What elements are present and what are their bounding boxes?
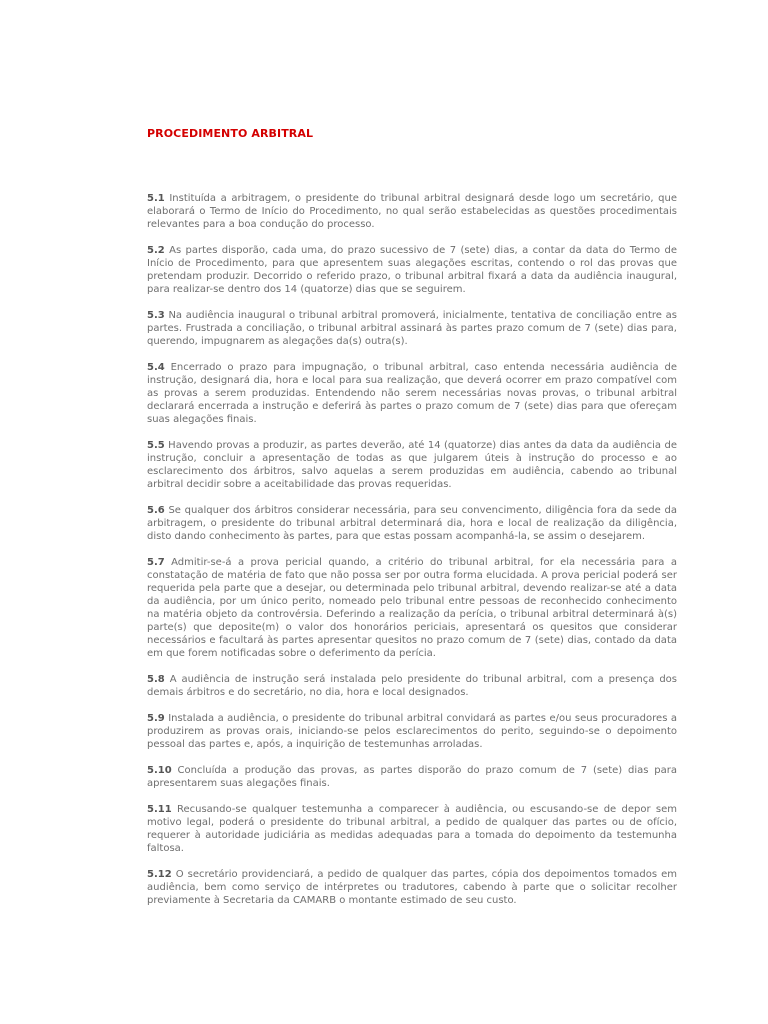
clause-number: 5.8	[147, 674, 165, 685]
clause-number: 5.7	[147, 557, 165, 568]
clause-text: O secretário providenciará, a pedido de qualquer das partes, cópia dos depoimentos tomados em audiência, bem como serviço de intérpretes ou tradutores, cabendo à parte que o solicitar recolher previamente à Secretaria da CAMARB o montante estimado de seu custo.	[147, 869, 677, 906]
clause-5-10	[147, 764, 677, 790]
clause-number: 5.5	[147, 440, 165, 451]
clause-text: Recusando-se qualquer testemunha a comparecer à audiência, ou escusando-se de depor sem motivo legal, poderá o presidente do tribunal arbitral, a pedido de qualquer das partes ou de ofício, requerer à autoridade judiciária as medidas adequadas para a tomada do depoimento da testemunha faltosa.	[147, 804, 677, 854]
clause-number: 5.12	[147, 869, 172, 880]
clause-5-12	[147, 868, 677, 907]
clause-text: Instituída a arbitragem, o presidente do tribunal arbitral designará desde logo um secretário, que elaborará o Termo de Início do Procedimento, no qual serão estabelecidas as questões procedimentais relevantes para a boa condução do processo.	[147, 193, 677, 230]
clause-text: Instalada a audiência, o presidente do tribunal arbitral convidará as partes e/ou seus procuradores a produzirem as provas orais, iniciando-se pelos esclarecimentos do perito, seguindo-se o depoimento pessoal das partes e, após, a inquirição de testemunhas arroladas.	[147, 713, 677, 750]
clause-5-4	[147, 361, 677, 426]
clause-list	[147, 192, 677, 920]
clause-5-2	[147, 244, 677, 296]
clause-text: Se qualquer dos árbitros considerar necessária, para seu convencimento, diligência fora da sede da arbitragem, o presidente do tribunal arbitral determinará dia, hora e local de realização da diligência, disto dando conhecimento às partes, para que estas possam acompanhá-la, se assim o desejarem.	[147, 505, 677, 542]
document-title: PROCEDIMENTO ARBITRAL	[147, 127, 314, 140]
clause-number: 5.6	[147, 505, 165, 516]
clause-number: 5.4	[147, 362, 165, 373]
clause-text: Encerrado o prazo para impugnação, o tribunal arbitral, caso entenda necessária audiência de instrução, designará dia, hora e local para sua realização, que deverá ocorrer em prazo compatível com as provas a serem produzidas. Entendendo não serem necessárias novas provas, o tribunal arbitral declarará encerrada a instrução e deferirá às partes o prazo comum de 7 (sete) dias para que ofereçam suas alegações finais.	[147, 362, 677, 425]
clause-number: 5.3	[147, 310, 165, 321]
clause-number: 5.10	[147, 765, 172, 776]
clause-5-9	[147, 712, 677, 751]
clause-5-5	[147, 439, 677, 491]
clause-5-1	[147, 192, 677, 231]
clause-5-7	[147, 556, 677, 660]
clause-5-11	[147, 803, 677, 855]
clause-number: 5.1	[147, 193, 165, 204]
clause-text: Na audiência inaugural o tribunal arbitral promoverá, inicialmente, tentativa de conciliação entre as partes. Frustrada a conciliação, o tribunal arbitral assinará às partes prazo comum de 7 (sete) dias para, querendo, impugnarem as alegações da(s) outra(s).	[147, 310, 677, 347]
clause-number: 5.2	[147, 245, 165, 256]
clause-text: Havendo provas a produzir, as partes deverão, até 14 (quatorze) dias antes da data da audiência de instrução, concluir a apresentação de todas as que julgarem úteis à instrução do processo e ao esclarecimento dos árbitros, salvo aquelas a serem produzidas em audiência, cabendo ao tribunal arbitral decidir sobre a aceitabilidade das provas requeridas.	[147, 440, 677, 490]
clause-number: 5.9	[147, 713, 165, 724]
clause-text: A audiência de instrução será instalada pelo presidente do tribunal arbitral, com a presença dos demais árbitros e do secretário, no dia, hora e local designados.	[147, 674, 677, 698]
clause-5-6	[147, 504, 677, 543]
clause-text: As partes disporão, cada uma, do prazo sucessivo de 7 (sete) dias, a contar da data do Termo de Início de Procedimento, para que apresentem suas alegações escritas, contendo o rol das provas que pretendam produzir. Decorrido o referido prazo, o tribunal arbitral fixará a data da audiência inaugural, para realizar-se dentro dos 14 (quatorze) dias que se seguirem.	[147, 245, 677, 295]
clause-text: Concluída a produção das provas, as partes disporão do prazo comum de 7 (sete) dias para apresentarem suas alegações finais.	[147, 765, 677, 789]
clause-text: Admitir-se-á a prova pericial quando, a critério do tribunal arbitral, for ela necessária para a constatação de matéria de fato que não possa ser por outra forma elucidada. A prova pericial poderá ser requerida pela parte que a desejar, ou determinada pelo tribunal arbitral, devendo realizar-se até a data da audiência, por um único perito, nomeado pelo tribunal entre pessoas de reconhecido conhecimento na matéria objeto da controvérsia. Deferindo a realização da perícia, o tribunal arbitral determinará à(s) parte(s) que deposite(m) o valor dos honorários periciais, apresentará os quesitos que considerar necessários e facultará às partes apresentar quesitos no prazo comum de 7 (sete) dias, contado da data em que forem notificadas sobre o deferimento da perícia.	[147, 557, 677, 659]
clause-5-8	[147, 673, 677, 699]
clause-5-3	[147, 309, 677, 348]
clause-number: 5.11	[147, 804, 172, 815]
